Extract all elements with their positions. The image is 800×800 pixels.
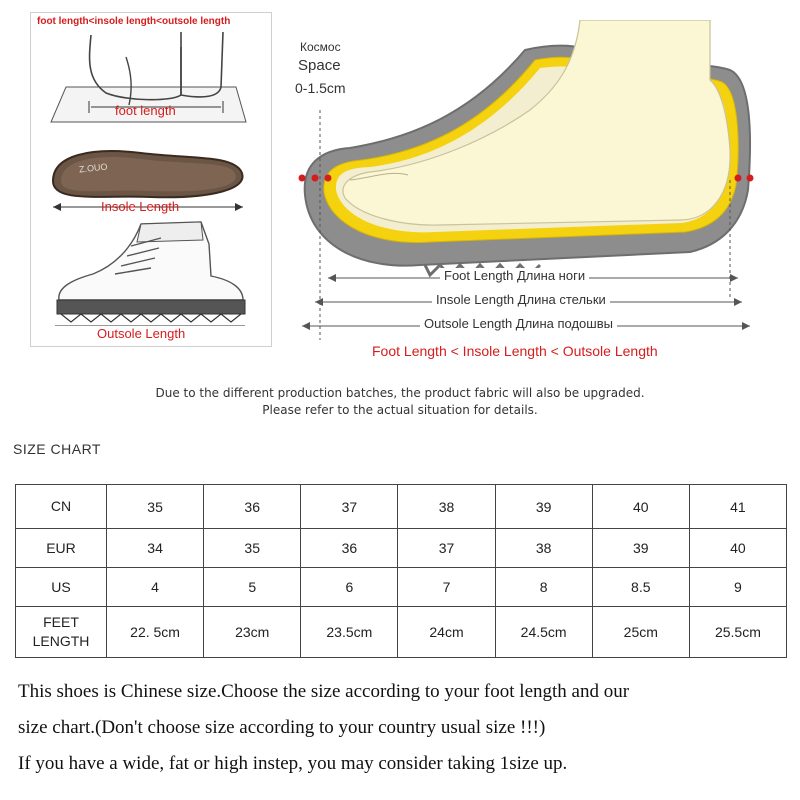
- table-cell: 39: [495, 485, 592, 529]
- row-header: [16, 485, 107, 529]
- note-line: If you have a wide, fat or high instep, you may consider taking 1size up.: [18, 753, 568, 774]
- table-cell: 36: [204, 485, 301, 529]
- shoe-cross-section-diagram: [290, 20, 790, 370]
- size-chart-body: [16, 485, 787, 658]
- table-cell: 36: [301, 529, 398, 568]
- foot-measure-illustration: [31, 27, 271, 137]
- note-line: size chart.(Don't choose size according to your country usual size !!!): [18, 717, 546, 738]
- table-cell: 37: [301, 485, 398, 529]
- row-header-line: FEET: [43, 614, 79, 631]
- table-cell: 8: [495, 568, 592, 607]
- outsole-length-measure: Outsole Length Длина подошвы: [420, 316, 617, 331]
- foot-length-measure: Foot Length Длина ноги: [440, 268, 589, 283]
- row-header-line: CN: [50, 498, 72, 515]
- table-cell: 40: [689, 529, 786, 568]
- row-header-line: EUR: [46, 539, 76, 556]
- notice-line-1: Due to the different production batches, the product fabric will also be upgraded.: [155, 386, 645, 400]
- foot-length-label: foot length: [115, 103, 176, 118]
- insole-length-label: Insole Length: [101, 199, 180, 214]
- table-cell: 24.5cm: [495, 607, 592, 658]
- boot-illustration: [31, 216, 271, 326]
- outsole-length-label: Outsole Length: [97, 326, 186, 341]
- table-cell: 9: [689, 568, 786, 607]
- space-label-en: Space: [298, 57, 341, 74]
- table-cell: 41: [689, 485, 786, 529]
- table-cell: 34: [107, 529, 204, 568]
- table-cell: 38: [495, 529, 592, 568]
- size-chart-title: SIZE CHART: [13, 441, 101, 457]
- table-cell: 39: [592, 529, 689, 568]
- table-cell: 5: [204, 568, 301, 607]
- table-cell: 23.5cm: [301, 607, 398, 658]
- table-cell: 4: [107, 568, 204, 607]
- space-range-label: 0-1.5cm: [295, 80, 346, 96]
- table-cell: 38: [398, 485, 495, 529]
- table-row: [16, 607, 787, 658]
- table-cell: 35: [107, 485, 204, 529]
- table-cell: 22. 5cm: [107, 607, 204, 658]
- reference-panel: [30, 12, 272, 347]
- table-cell: 23cm: [204, 607, 301, 658]
- insole-length-measure: Insole Length Длина стельки: [432, 292, 610, 307]
- row-header: [16, 529, 107, 568]
- insole-brand-text: Z.OUO: [78, 161, 108, 175]
- size-chart-table: [15, 484, 787, 658]
- table-cell: 25cm: [592, 607, 689, 658]
- row-header: [16, 607, 107, 658]
- table-row: [16, 485, 787, 529]
- table-row: [16, 529, 787, 568]
- table-cell: 37: [398, 529, 495, 568]
- notice-line-2: Please refer to the actual situation for details.: [262, 403, 538, 417]
- table-cell: 35: [204, 529, 301, 568]
- space-label-ru: Космос: [300, 40, 341, 54]
- table-cell: 24cm: [398, 607, 495, 658]
- size-notes: [18, 678, 788, 786]
- table-cell: 7: [398, 568, 495, 607]
- table-row: [16, 568, 787, 607]
- table-cell: 25.5cm: [689, 607, 786, 658]
- table-cell: 40: [592, 485, 689, 529]
- note-line: This shoes is Chinese size.Choose the size according to your foot length and our: [18, 681, 630, 702]
- table-cell: 8.5: [592, 568, 689, 607]
- row-header: [16, 568, 107, 607]
- row-header-line: LENGTH: [32, 633, 90, 649]
- table-cell: 6: [301, 568, 398, 607]
- reference-title: foot length<insole length<outsole length: [37, 16, 231, 27]
- length-comparison-text: Foot Length < Insole Length < Outsole Length: [372, 343, 658, 359]
- row-header-line: US: [51, 578, 71, 595]
